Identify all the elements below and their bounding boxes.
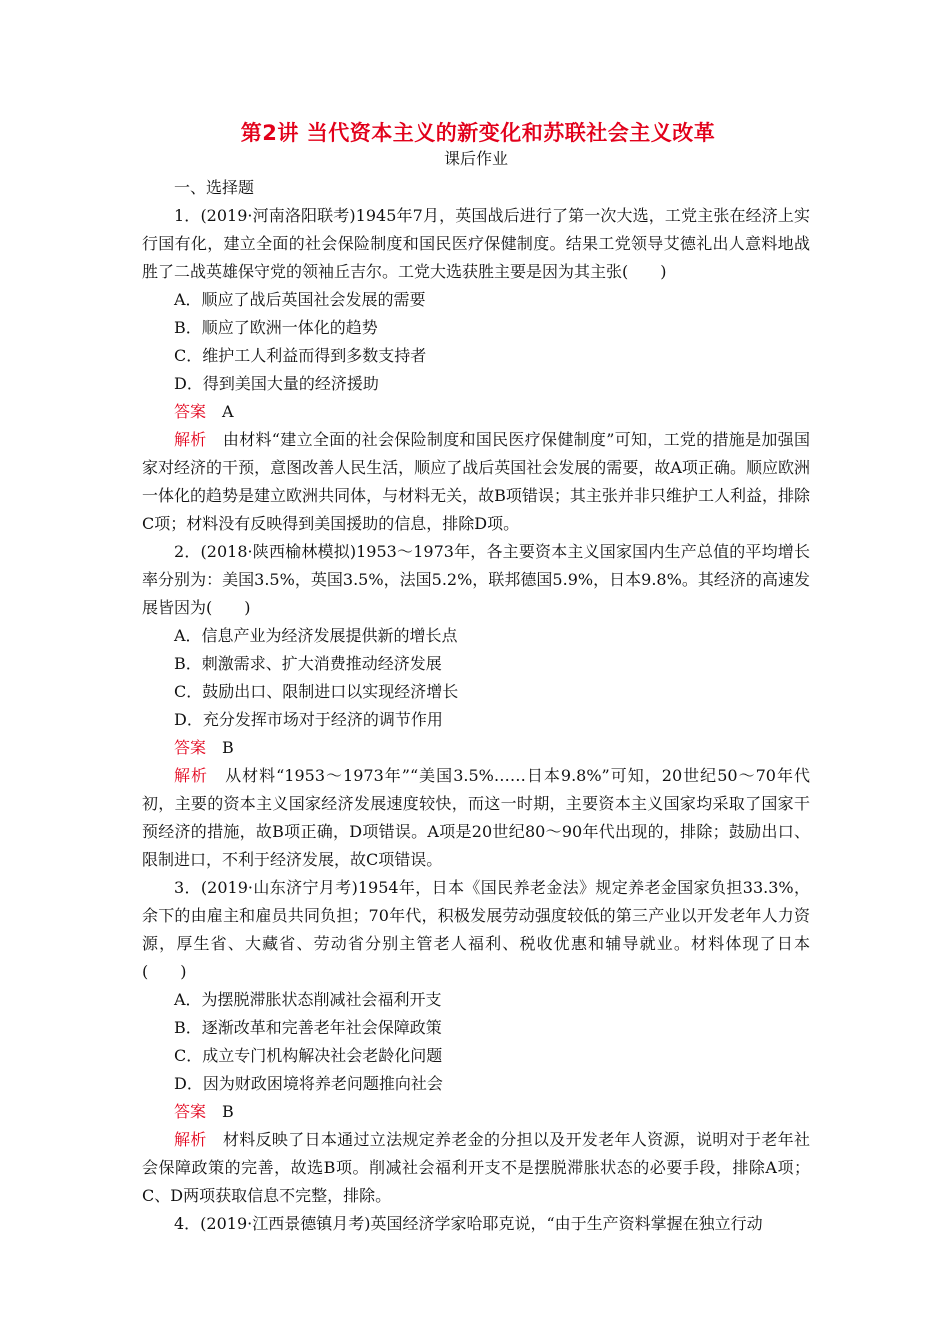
- page-subtitle: 课后作业: [443, 149, 508, 168]
- option-c: C．维护工人利益而得到多数支持者: [174, 346, 427, 365]
- option-d: D．充分发挥市场对于经济的调节作用: [174, 710, 443, 729]
- option-c: C．成立专门机构解决社会老龄化问题: [174, 1046, 443, 1065]
- explanation-text: 由材料“建立全面的社会保险制度和国民医疗保健制度”可知，工党的措施是加强国家对经济的干预，意图改善人民生活，顺应了战后英国社会发展的需要，故A项正确。顺应欧洲一体化的趋势是建立欧洲共同体，与材料无关，故B项错误；其主张并非只维护工人利益，排除C项；材料没有反映得到美国援助的信息，排除D项。: [142, 430, 810, 533]
- question-3: [142, 874, 810, 1210]
- option-d: D．得到美国大量的经济援助: [174, 374, 379, 393]
- option-c: C．鼓励出口、限制进口以实现经济增长: [174, 682, 459, 701]
- page-title: 第2讲 当代资本主义的新变化和苏联社会主义改革: [240, 121, 716, 145]
- document-page: [142, 118, 810, 1238]
- answer-value: B: [222, 738, 234, 757]
- option-b: B．逐渐改革和完善老年社会保障政策: [174, 1018, 442, 1037]
- question-stem: 2．(2018·陕西榆林模拟)1953～1973年，各主要资本主义国家国内生产总值的平均增长率分别为：美国3.5%，英国3.5%，法国5.2%，联邦德国5.9%，日本9.8%。其经济的高速发展皆因为( ): [142, 542, 810, 617]
- question-4-stem: 4．(2019·江西景德镇月考)英国经济学家哈耶克说，“由于生产资料掌握在独立行动: [174, 1214, 763, 1233]
- option-a: A．顺应了战后英国社会发展的需要: [174, 290, 426, 309]
- explanation: [142, 1126, 810, 1210]
- question-2: [142, 538, 810, 874]
- option-b: B．顺应了欧洲一体化的趋势: [174, 318, 378, 337]
- section-heading: 一、选择题: [174, 178, 255, 197]
- explanation: [142, 762, 810, 874]
- answer-label: 答案: [174, 1102, 207, 1121]
- explain-label: 解析: [174, 766, 209, 785]
- option-a: A．为摆脱滞胀状态削减社会福利开支: [174, 990, 442, 1009]
- option-b: B．刺激需求、扩大消费推动经济发展: [174, 654, 442, 673]
- answer-label: 答案: [174, 738, 207, 757]
- answer-value: B: [222, 1102, 234, 1121]
- question-stem: 1．(2019·河南洛阳联考)1945年7月，英国战后进行了第一次大选，工党主张在经济上实行国有化，建立全面的社会保险制度和国民医疗保健制度。结果工党领导艾德礼出人意料地战胜了二战英雄保守党的领袖丘吉尔。工党大选获胜主要是因为其主张( ): [142, 206, 810, 281]
- option-d: D．因为财政困境将养老问题推向社会: [174, 1074, 443, 1093]
- answer-line: [142, 734, 810, 762]
- answer-line: [142, 1098, 810, 1126]
- answer-value: A: [222, 402, 234, 421]
- option-a: A．信息产业为经济发展提供新的增长点: [174, 626, 458, 645]
- explanation: [142, 426, 810, 538]
- explanation-text: 材料反映了日本通过立法规定养老金的分担以及开发老年人资源，说明对于老年社会保障政策的完善，故选B项。削减社会福利开支不是摆脱滞胀状态的必要手段，排除A项；C、D两项获取信息不完整，排除。: [142, 1130, 810, 1205]
- explain-label: 解析: [174, 1130, 207, 1149]
- question-stem: 3．(2019·山东济宁月考)1954年，日本《国民养老金法》规定养老金国家负担33.3%，余下的由雇主和雇员共同负担；70年代，积极发展劳动强度较低的第三产业以开发老年人力资源，厚生省、大藏省、劳动省分别主管老人福利、税收优惠和辅导就业。材料体现了日本( ): [142, 878, 810, 981]
- answer-label: 答案: [174, 402, 207, 421]
- question-1: [142, 202, 810, 538]
- answer-line: [142, 398, 810, 426]
- explanation-text: 从材料“1953～1973年”“美国3.5%……日本9.8%”可知，20世纪50～70年代初，主要的资本主义国家经济发展速度较快，而这一时期，主要资本主义国家均采取了国家干预经济的措施，故B项正确，D项错误。A项是20世纪80～90年代出现的，排除；鼓励出口、限制进口，不利于经济发展，故C项错误。: [142, 766, 810, 869]
- explain-label: 解析: [174, 430, 207, 449]
